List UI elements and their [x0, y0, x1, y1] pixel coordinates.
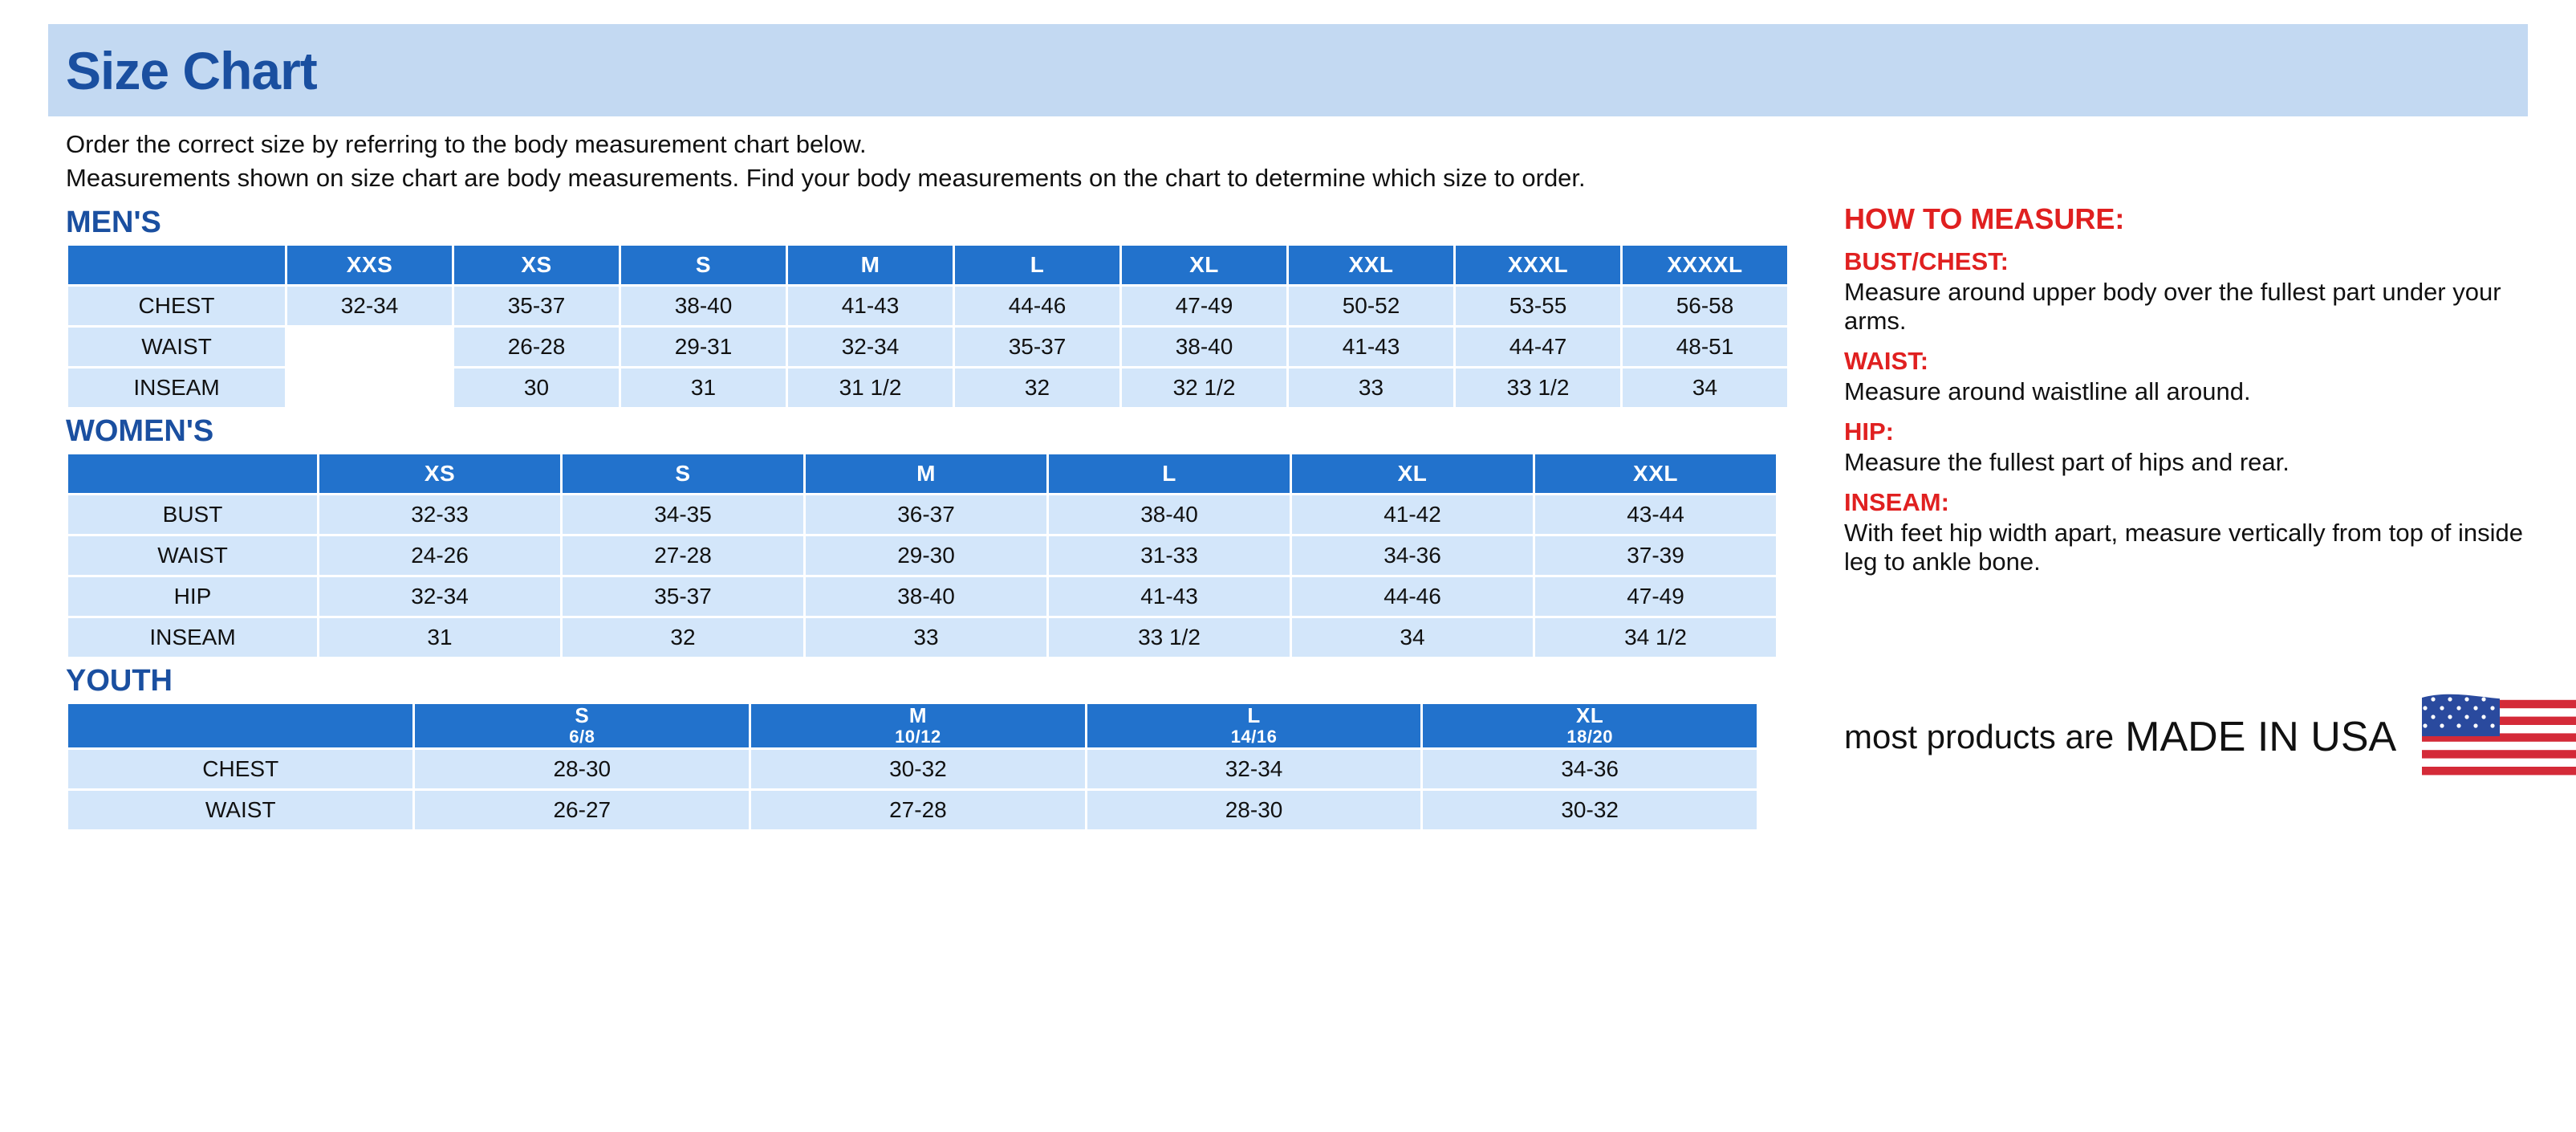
youth-row-label-chest: CHEST	[68, 750, 412, 788]
main-content	[48, 201, 2528, 832]
mens-inseam-m: 31 1/2	[788, 369, 953, 407]
mens-col-s: S	[621, 246, 786, 284]
mens-corner-cell	[68, 246, 285, 284]
womens-col-l: L	[1049, 454, 1290, 493]
youth-col-s-label: S	[575, 703, 590, 728]
womens-waist-xl: 34-36	[1292, 536, 1533, 575]
table-row	[68, 369, 1787, 407]
mens-chest-xxxxl: 56-58	[1623, 287, 1787, 325]
measure-text-inseam: With feet hip width apart, measure vertically from top of inside leg to ankle bone.	[1844, 518, 2523, 576]
youth-row-label-waist: WAIST	[68, 791, 412, 829]
womens-hip-xs: 32-34	[319, 577, 560, 616]
youth-col-l-label: L	[1247, 703, 1261, 728]
womens-row-label-waist: WAIST	[68, 536, 317, 575]
measure-item-waist	[1844, 347, 2528, 406]
youth-chest-s: 28-30	[415, 750, 749, 788]
womens-bust-s: 34-35	[563, 495, 803, 534]
mens-chest-m: 41-43	[788, 287, 953, 325]
mens-col-l: L	[955, 246, 1119, 284]
mens-chest-s: 38-40	[621, 287, 786, 325]
mens-inseam-xxl: 33	[1289, 369, 1453, 407]
youth-waist-xl: 30-32	[1423, 791, 1757, 829]
womens-waist-xs: 24-26	[319, 536, 560, 575]
mens-col-xxxl: XXXL	[1456, 246, 1620, 284]
table-header-row	[68, 704, 1757, 747]
made-in-usa-text: MADE IN USA	[2125, 714, 2397, 761]
mens-col-xl: XL	[1122, 246, 1286, 284]
womens-hip-l: 41-43	[1049, 577, 1290, 616]
mens-chest-xs: 35-37	[454, 287, 619, 325]
womens-inseam-xs: 31	[319, 618, 560, 657]
mens-inseam-xl: 32 1/2	[1122, 369, 1286, 407]
how-to-measure-column	[1798, 201, 2528, 832]
womens-hip-xl: 44-46	[1292, 577, 1533, 616]
section-title-mens: MEN'S	[66, 206, 161, 240]
womens-col-xxl: XXL	[1535, 454, 1776, 493]
table-row	[68, 495, 1776, 534]
womens-hip-xxl: 47-49	[1535, 577, 1776, 616]
tables-column	[48, 201, 1798, 832]
mens-inseam-xxxxl: 34	[1623, 369, 1787, 407]
section-title-youth: YOUTH	[66, 664, 173, 698]
mens-size-table	[66, 243, 1790, 409]
youth-col-l-range: 14/16	[1230, 727, 1278, 747]
mens-inseam-l: 32	[955, 369, 1119, 407]
mens-inseam-xs: 30	[454, 369, 619, 407]
youth-waist-m: 27-28	[751, 791, 1085, 829]
womens-inseam-s: 32	[563, 618, 803, 657]
youth-chest-m: 30-32	[751, 750, 1085, 788]
section-title-womens: WOMEN'S	[66, 414, 214, 449]
mens-row-label-chest: CHEST	[68, 287, 285, 325]
womens-waist-xxl: 37-39	[1535, 536, 1776, 575]
youth-col-m-range: 10/12	[895, 727, 941, 747]
mens-waist-m: 32-34	[788, 328, 953, 366]
table-row	[68, 750, 1757, 788]
youth-chest-xl: 34-36	[1423, 750, 1757, 788]
youth-size-table	[66, 702, 1759, 832]
youth-col-m-label: M	[908, 703, 927, 728]
womens-row-label-hip: HIP	[68, 577, 317, 616]
mens-inseam-s: 31	[621, 369, 786, 407]
measure-item-hip	[1844, 417, 2528, 477]
mens-chest-xxxl: 53-55	[1456, 287, 1620, 325]
womens-row-label-inseam: INSEAM	[68, 618, 317, 657]
measure-text-bust-chest: Measure around upper body over the fullest part under your arms.	[1844, 278, 2501, 336]
mens-col-xs: XS	[454, 246, 619, 284]
measure-term-hip: HIP:	[1844, 417, 1894, 446]
womens-col-xs: XS	[319, 454, 560, 493]
womens-waist-m: 29-30	[806, 536, 1046, 575]
measure-text-waist: Measure around waistline all around.	[1844, 377, 2251, 405]
womens-waist-l: 31-33	[1049, 536, 1290, 575]
intro-line-2: Measurements shown on size chart are body measurements. Find your body measurements on the chart to determine which size to order.	[66, 163, 1586, 192]
made-in-usa-block	[1844, 683, 2576, 792]
mens-row-label-waist: WAIST	[68, 328, 285, 366]
mens-waist-xxxl: 44-47	[1456, 328, 1620, 366]
youth-col-s-range: 6/8	[569, 727, 595, 747]
mens-inseam-xxs	[287, 369, 452, 407]
mens-chest-xxl: 50-52	[1289, 287, 1453, 325]
measure-item-bust-chest	[1844, 247, 2528, 336]
mens-col-xxxxl: XXXXL	[1623, 246, 1787, 284]
mens-waist-xs: 26-28	[454, 328, 619, 366]
youth-col-m	[751, 704, 1085, 747]
womens-col-m: M	[806, 454, 1046, 493]
mens-inseam-xxxl: 33 1/2	[1456, 369, 1620, 407]
table-row	[68, 328, 1787, 366]
youth-col-xl	[1423, 704, 1757, 747]
womens-inseam-l: 33 1/2	[1049, 618, 1290, 657]
womens-bust-xxl: 43-44	[1535, 495, 1776, 534]
measure-text-hip: Measure the fullest part of hips and rear.	[1844, 447, 2290, 476]
womens-col-xl: XL	[1292, 454, 1533, 493]
page-banner	[48, 24, 2528, 116]
youth-col-s	[415, 704, 749, 747]
usa-flag-icon	[2416, 683, 2576, 792]
page-title: Size Chart	[66, 40, 317, 100]
how-to-measure-title: HOW TO MEASURE:	[1844, 202, 2125, 236]
table-row	[68, 287, 1787, 325]
womens-row-label-bust: BUST	[68, 495, 317, 534]
table-row	[68, 577, 1776, 616]
womens-bust-m: 36-37	[806, 495, 1046, 534]
table-header-row	[68, 246, 1787, 284]
measure-item-inseam	[1844, 488, 2528, 576]
womens-inseam-xl: 34	[1292, 618, 1533, 657]
youth-col-xl-label: XL	[1576, 703, 1604, 728]
measure-term-bust-chest: BUST/CHEST:	[1844, 247, 2009, 276]
mens-waist-xxl: 41-43	[1289, 328, 1453, 366]
table-row	[68, 791, 1757, 829]
mens-col-xxs: XXS	[287, 246, 452, 284]
womens-size-table	[66, 452, 1778, 659]
womens-hip-s: 35-37	[563, 577, 803, 616]
measure-term-inseam: INSEAM:	[1844, 487, 1949, 516]
table-row	[68, 536, 1776, 575]
womens-inseam-m: 33	[806, 618, 1046, 657]
intro-line-1: Order the correct size by referring to the body measurement chart below.	[66, 130, 867, 158]
youth-waist-s: 26-27	[415, 791, 749, 829]
table-row	[68, 618, 1776, 657]
mens-waist-s: 29-31	[621, 328, 786, 366]
womens-corner-cell	[68, 454, 317, 493]
womens-inseam-xxl: 34 1/2	[1535, 618, 1776, 657]
youth-chest-l: 32-34	[1087, 750, 1421, 788]
mens-waist-xxxxl: 48-51	[1623, 328, 1787, 366]
mens-chest-xxs: 32-34	[287, 287, 452, 325]
youth-col-xl-range: 18/20	[1566, 727, 1613, 747]
youth-col-l	[1087, 704, 1421, 747]
mens-chest-l: 44-46	[955, 287, 1119, 325]
womens-bust-l: 38-40	[1049, 495, 1290, 534]
youth-waist-l: 28-30	[1087, 791, 1421, 829]
womens-col-s: S	[563, 454, 803, 493]
womens-hip-m: 38-40	[806, 577, 1046, 616]
mens-waist-l: 35-37	[955, 328, 1119, 366]
mens-col-m: M	[788, 246, 953, 284]
made-in-usa-prefix: most products are	[1844, 718, 2115, 756]
intro-text	[48, 128, 2528, 194]
mens-chest-xl: 47-49	[1122, 287, 1286, 325]
table-header-row	[68, 454, 1776, 493]
womens-waist-s: 27-28	[563, 536, 803, 575]
mens-waist-xxs	[287, 328, 452, 366]
womens-bust-xl: 41-42	[1292, 495, 1533, 534]
mens-row-label-inseam: INSEAM	[68, 369, 285, 407]
measure-term-waist: WAIST:	[1844, 346, 1929, 375]
youth-corner-cell	[68, 704, 412, 747]
mens-waist-xl: 38-40	[1122, 328, 1286, 366]
womens-bust-xs: 32-33	[319, 495, 560, 534]
mens-col-xxl: XXL	[1289, 246, 1453, 284]
